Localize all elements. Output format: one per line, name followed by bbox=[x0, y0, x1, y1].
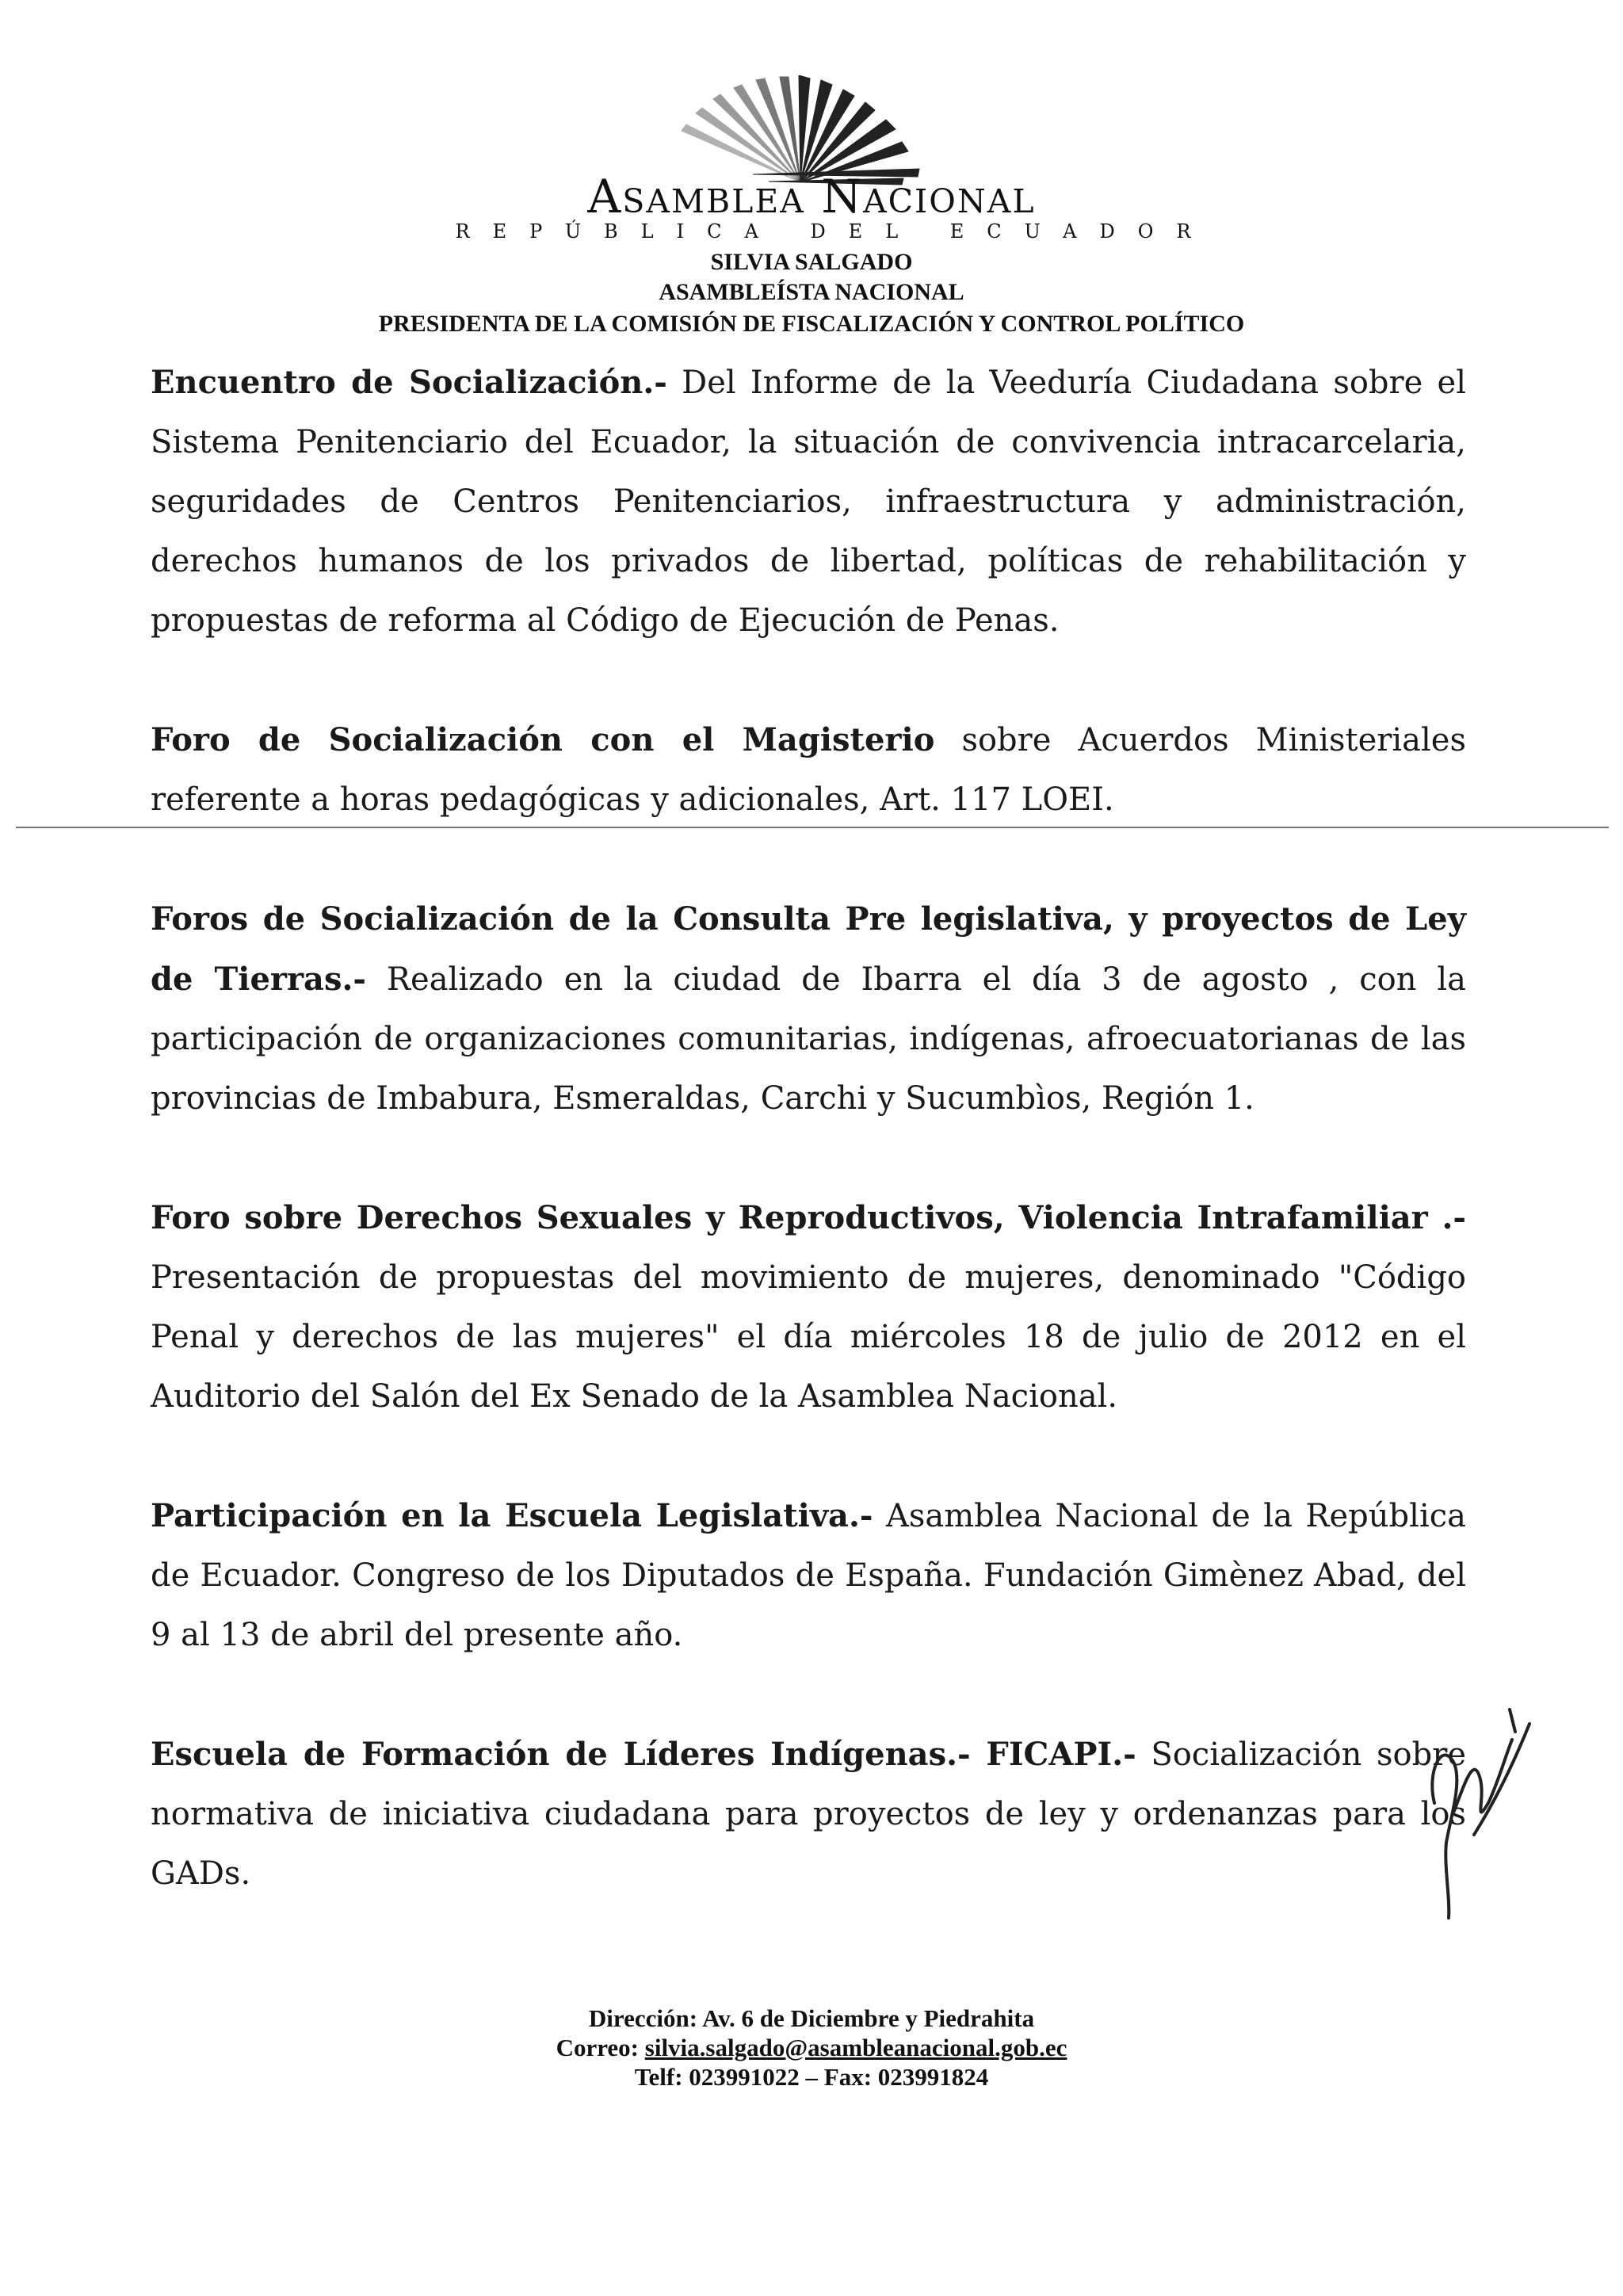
paragraph-text: Realizado en la ciudad de Ibarra el día 3 de agosto , con la participación de organizaciones comunitarias, indígenas, afroecuatorianas de las provincias de Imbabura, Esmeraldas, Carchi y Sucumbìos, Región 1. bbox=[151, 961, 1466, 1117]
handwritten-signature bbox=[1419, 1708, 1537, 1922]
paragraph-heading: Foros de Socialización de la Consulta Pre legislativa, y proyectos de Ley de Tierras.- bbox=[151, 900, 1466, 998]
footer-email-label: Correo: bbox=[556, 2034, 645, 2061]
org-name: Asamblea Nacional bbox=[587, 170, 1036, 223]
member-name: SILVIA SALGADO bbox=[710, 249, 913, 275]
footer-email-link[interactable]: silvia.salgado@asambleanacional.gob.ec bbox=[644, 2034, 1067, 2061]
member-position: PRESIDENTA DE LA COMISIÓN DE FISCALIZACIÓN Y CONTROL POLÍTICO bbox=[378, 311, 1245, 337]
org-subtitle: REPÚBLICA DEL ECUADOR bbox=[455, 220, 1214, 243]
paragraph-heading: Encuentro de Socialización.- bbox=[151, 364, 667, 401]
document-body bbox=[151, 353, 1466, 1963]
footer-email-line bbox=[0, 2033, 1623, 2062]
paragraph-text: Presentación de propuestas del movimiento de mujeres, denominado "Código Penal y derechos de las mujeres" el día miércoles 18 de julio de 2012 en el Auditorio del Salón del Ex Senado de la Asamblea Nacional. bbox=[151, 1259, 1466, 1415]
paragraph-heading: Foro sobre Derechos Sexuales y Reproductivos, Violencia Intrafamiliar .- bbox=[151, 1199, 1466, 1236]
footer-address: Dirección: Av. 6 de Diciembre y Piedrahita bbox=[588, 2004, 1035, 2032]
paragraph-heading: Foro de Socialización con el Magisterio bbox=[151, 721, 935, 758]
paragraph-heading: Escuela de Formación de Líderes Indígenas.- FICAPI.- bbox=[151, 1736, 1136, 1773]
member-role: ASAMBLEÍSTA NACIONAL bbox=[659, 279, 964, 305]
footer bbox=[0, 2004, 1623, 2092]
paragraph bbox=[151, 710, 1466, 830]
paragraph-text: Asamblea Nacional de la República de Ecuador. Congreso de los Diputados de España. Fundación Gimènez Abad, del 9 al 13 de abril del presente año. bbox=[151, 1498, 1466, 1653]
paragraph bbox=[151, 889, 1466, 1129]
footer-phone: Telf: 023991022 – Fax: 023991824 bbox=[634, 2063, 989, 2091]
paragraph bbox=[151, 353, 1466, 651]
paragraph bbox=[151, 1188, 1466, 1427]
paragraph-text: sobre Acuerdos Ministeriales referente a horas pedagógicas y adicionales, Art. 117 LOEI. bbox=[151, 722, 1466, 818]
paragraph-text: Socialización sobre normativa de iniciativa ciudadana para proyectos de ley y ordenanzas para los GADs. bbox=[151, 1736, 1466, 1892]
paragraph-heading: Participación en la Escuela Legislativa.- bbox=[151, 1497, 873, 1534]
paragraph-text: Del Informe de la Veeduría Ciudadana sobre el Sistema Penitenciario del Ecuador, la situación de convivencia intracarcelaria, seguridades de Centros Penitenciarios, infraestructura y administración, derechos humanos de los privados de libertad, políticas de rehabilitación y propuestas de reforma al Código de Ejecución de Penas. bbox=[151, 365, 1467, 639]
paragraph bbox=[151, 1725, 1466, 1904]
paragraph bbox=[151, 1486, 1466, 1665]
